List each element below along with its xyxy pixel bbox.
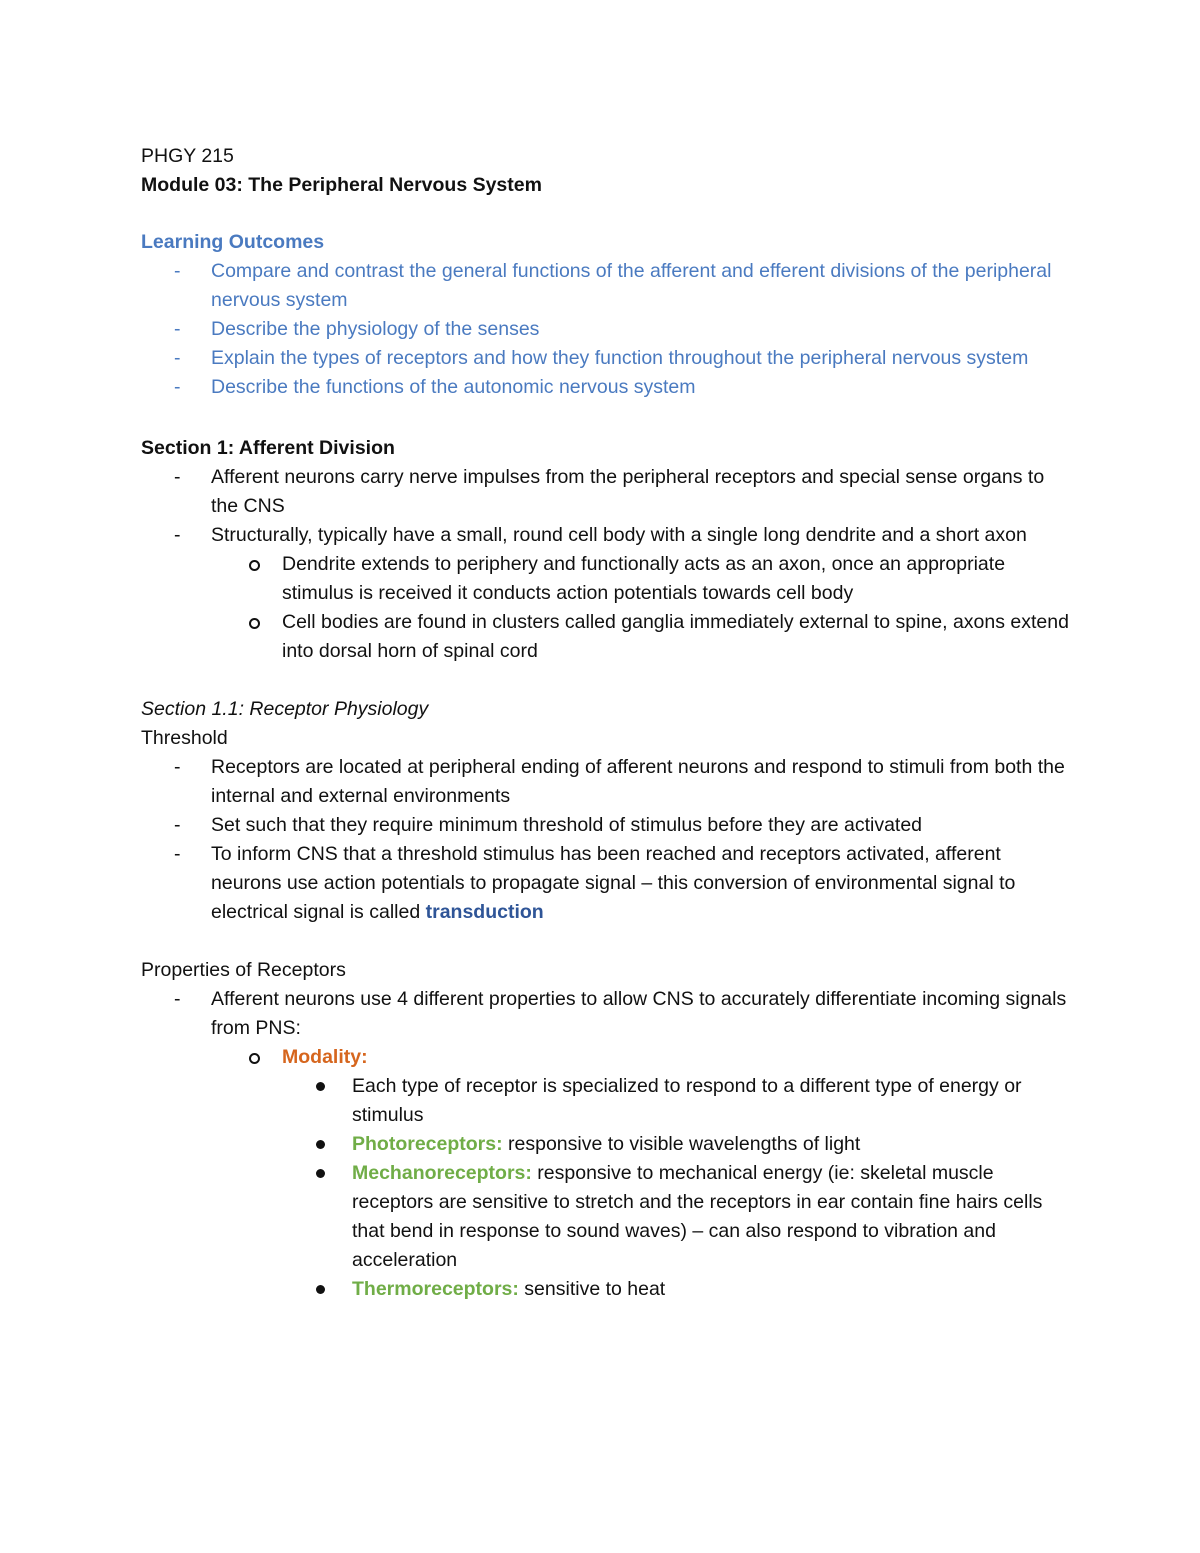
list-item: Thermoreceptors: sensitive to heat [282, 1275, 1071, 1304]
list-item: - Compare and contrast the general functions of the afferent and efferent divisions of the peripheral nervous system [174, 260, 1052, 311]
properties-heading: Properties of Receptors [141, 959, 346, 981]
list-item: - Set such that they require minimum threshold of stimulus before they are activated [174, 814, 923, 836]
properties-list [141, 985, 1071, 1304]
section-1-1-heading: Section 1.1: Receptor Physiology [141, 698, 429, 720]
photoreceptors-term: Photoreceptors: [352, 1133, 503, 1155]
course-code: PHGY 215 [141, 145, 234, 167]
list-item: Photoreceptors: responsive to visible wavelengths of light [282, 1130, 1071, 1159]
threshold-heading: Threshold [141, 727, 228, 749]
properties-sublist [211, 1043, 1071, 1304]
modality-label: Modality: [282, 1046, 368, 1068]
list-item: - Explain the types of receptors and how they function throughout the peripheral nervous system [174, 347, 1029, 369]
list-item: - Afferent neurons carry nerve impulses from the peripheral receptors and special sense organs to the CNS [174, 466, 1045, 517]
list-item [211, 1043, 1071, 1304]
list-item: Each type of receptor is specialized to respond to a different type of energy or stimulus [282, 1072, 1071, 1130]
module-title: Module 03: The Peripheral Nervous System [141, 174, 542, 196]
thermoreceptors-term: Thermoreceptors: [352, 1278, 519, 1300]
list-item: - Structurally, typically have a small, round cell body with a single long dendrite and a short axon Dendrite extends to periphery and functionally acts as an axon, once an appropriate stimulus is received it conducts action potentials towards cell body Cell bodies are found in clusters called ganglia immediately external to spine, axons extend into dorsal horn of spinal cord [141, 521, 1071, 666]
threshold-list [141, 753, 1071, 927]
transduction-term: transduction [425, 901, 544, 923]
section-1-sublist [211, 550, 1071, 666]
learning-outcomes-list [141, 257, 1071, 402]
modality-list [282, 1072, 1071, 1304]
section-1-heading: Section 1: Afferent Division [141, 437, 395, 459]
mechanoreceptors-term: Mechanoreceptors: [352, 1162, 532, 1184]
list-item: Cell bodies are found in clusters called ganglia immediately external to spine, axons extend into dorsal horn of spinal cord [211, 608, 1071, 666]
list-item: - To inform CNS that a threshold stimulus has been reached and receptors activated, afferent neurons use action potentials to propagate signal – this conversion of environmental signal to electrical signal is called transduction [174, 843, 1016, 923]
learning-outcomes-heading: Learning Outcomes [141, 231, 325, 253]
list-item: Mechanoreceptors: responsive to mechanical energy (ie: skeletal muscle receptors are sensitive to stretch and the receptors in ear contain fine hairs cells that bend in response to sound waves) – can also respond to vibration and acceleration [282, 1159, 1071, 1275]
list-item: - Receptors are located at peripheral ending of afferent neurons and respond to stimuli from both the internal and external environments [174, 756, 1065, 807]
document-content [141, 142, 1071, 1304]
section-1-list [141, 463, 1071, 666]
list-item: - Afferent neurons use 4 different properties to allow CNS to accurately differentiate incoming signals from PNS: Modality: Each type of receptor is specialized to respond to a different type of energy or stimulus Photoreceptors: responsive to visible wavelengths of light Mechanoreceptors: responsive to mechanical energy (ie: skeletal muscle receptors are sensitive to stretch and the receptors in ear contain fine hairs cells that bend in response to sound waves) – can also respond to vibration and acceleration Thermoreceptors: sensitive to heat [141, 985, 1071, 1304]
list-item: Dendrite extends to periphery and functionally acts as an axon, once an appropriate stimulus is received it conducts action potentials towards cell body [211, 550, 1071, 608]
list-item: - Describe the physiology of the senses [174, 318, 540, 340]
list-item: - Describe the functions of the autonomic nervous system [174, 376, 696, 398]
